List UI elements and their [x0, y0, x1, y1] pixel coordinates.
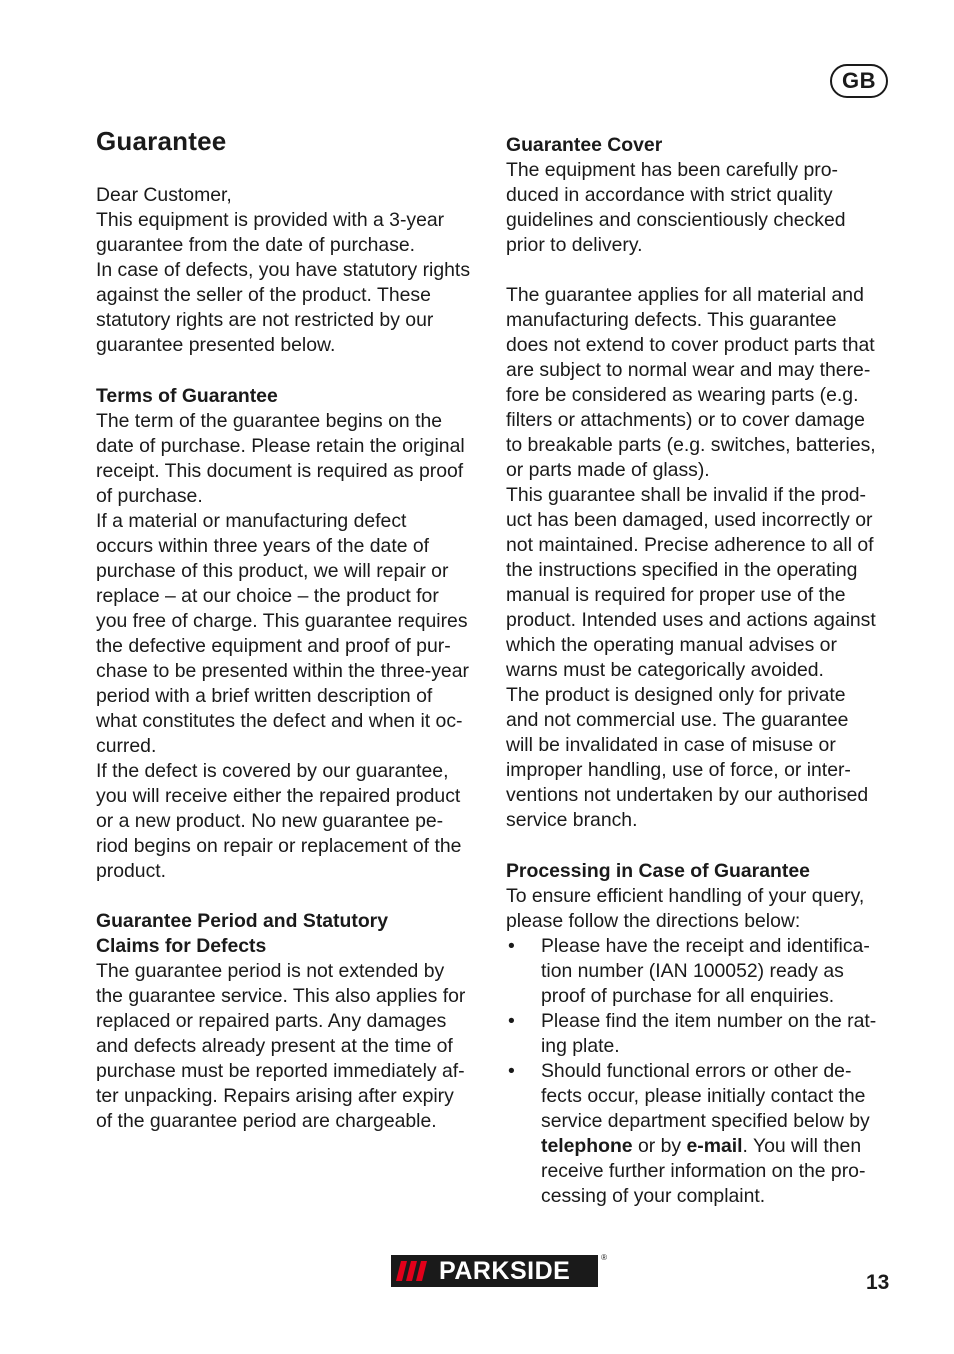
- text-line: service branch.: [506, 809, 638, 831]
- text-line: In case of defects, you have statutory rights: [96, 259, 471, 281]
- text-line: product.: [96, 860, 167, 882]
- period-heading: Guarantee Period and Statutory: [96, 910, 388, 932]
- text-line: manufacturing defects. This guarantee: [506, 309, 837, 331]
- text-line: fects occur, please initially contact the: [541, 1085, 866, 1107]
- period-section: [96, 909, 488, 1134]
- text-line: the instructions specified in the operating: [506, 559, 858, 581]
- text-line: filters or attachments) or to cover damage: [506, 409, 865, 431]
- cover-section: [506, 133, 898, 258]
- text-line: To ensure efficient handling of your query,: [506, 885, 865, 907]
- text-line: date of purchase. Please retain the original: [96, 435, 465, 457]
- text-line: guarantee presented below.: [96, 334, 336, 356]
- logo-text: PARKSIDE: [439, 1256, 571, 1285]
- text-line: The equipment has been carefully pro-: [506, 159, 838, 181]
- instructions-list: [506, 934, 898, 1209]
- text-line: or a new product. No new guarantee pe-: [96, 810, 444, 832]
- telephone-emphasis: telephone: [541, 1135, 633, 1157]
- text-line: ing plate.: [541, 1035, 620, 1057]
- text-line: occurs within three years of the date of: [96, 535, 430, 557]
- text-line: you free of charge. This guarantee requires: [96, 610, 468, 632]
- text-line: receipt. This document is required as proof: [96, 460, 464, 482]
- text-line: against the seller of the product. These: [96, 284, 431, 306]
- text-line: period with a brief written description of: [96, 685, 433, 707]
- text-line: which the operating manual advises or: [506, 634, 837, 656]
- text-line: curred.: [96, 735, 157, 757]
- text-line: the defective equipment and proof of pur-: [96, 635, 451, 657]
- text-line: purchase must be reported immediately af-: [96, 1060, 465, 1082]
- text-line: or parts made of glass).: [506, 459, 710, 481]
- email-emphasis: e-mail: [686, 1135, 743, 1157]
- text-line: you will receive either the repaired product: [96, 785, 461, 807]
- text-line: of purchase.: [96, 485, 203, 507]
- text-line: the guarantee service. This also applies for: [96, 985, 466, 1007]
- period-heading: Claims for Defects: [96, 935, 267, 957]
- text-line: tion number (IAN 100052) ready as: [541, 960, 844, 982]
- intro-paragraph: [96, 183, 488, 358]
- text-line: The guarantee period is not extended by: [96, 960, 445, 982]
- text-line: riod begins on repair or replacement of the: [96, 835, 462, 857]
- text-line: uct has been damaged, used incorrectly or: [506, 509, 873, 531]
- list-item: [506, 934, 898, 1009]
- text-line: and defects already present at the time of: [96, 1035, 453, 1057]
- text-line: cessing of your complaint.: [541, 1185, 766, 1207]
- page-title: Guarantee: [96, 126, 227, 156]
- text-line: product. Intended uses and actions against: [506, 609, 876, 631]
- parkside-logo: [391, 1253, 607, 1287]
- text-line: duced in accordance with strict quality: [506, 184, 833, 206]
- text-line: replaced or repaired parts. Any damages: [96, 1010, 447, 1032]
- text-line: guarantee from the date of purchase.: [96, 234, 416, 256]
- text-line: manual is required for proper use of the: [506, 584, 846, 606]
- cover-heading: Guarantee Cover: [506, 134, 663, 156]
- page-number: 13: [866, 1271, 890, 1294]
- text-line: This equipment is provided with a 3-year: [96, 209, 445, 231]
- terms-heading: Terms of Guarantee: [96, 385, 278, 407]
- text-line: The term of the guarantee begins on the: [96, 410, 443, 432]
- text-line: • Please find the item number on the rat-: [541, 1010, 877, 1032]
- text-line: ventions not undertaken by our authorised: [506, 784, 869, 806]
- text-line: If a material or manufacturing defect: [96, 510, 407, 532]
- text-line: please follow the directions below:: [506, 910, 801, 932]
- text-line: guidelines and conscientiously checked: [506, 209, 846, 231]
- text-line: warns must be categorically avoided.: [506, 659, 824, 681]
- text-line: • Please have the receipt and identifica-: [541, 935, 870, 957]
- text-line: improper handling, use of force, or inter-: [506, 759, 851, 781]
- text-line: [541, 1134, 898, 1159]
- terms-section: [96, 384, 488, 884]
- stripes-icon: [391, 1255, 437, 1287]
- text-line: chase to be presented within the three-year: [96, 660, 469, 682]
- language-badge: GB: [830, 64, 888, 98]
- text-line: and not commercial use. The guarantee: [506, 709, 849, 731]
- text-line: fore be considered as wearing parts (e.g.: [506, 384, 859, 406]
- text-line: statutory rights are not restricted by our: [96, 309, 434, 331]
- text-line: prior to delivery.: [506, 234, 643, 256]
- text-fragment: or by: [632, 1135, 687, 1157]
- text-line: This guarantee shall be invalid if the prod-: [506, 484, 867, 506]
- text-line: • Should functional errors or other de-: [541, 1060, 852, 1082]
- text-line: ter unpacking. Repairs arising after expiry: [96, 1085, 454, 1107]
- text-line: service department specified below by: [541, 1110, 870, 1132]
- list-item: [506, 1009, 898, 1059]
- text-line: proof of purchase for all enquiries.: [541, 985, 835, 1007]
- text-line: will be invalidated in case of misuse or: [506, 734, 836, 756]
- text-line: what constitutes the defect and when it oc-: [96, 710, 463, 732]
- text-line: If the defect is covered by our guarantee,: [96, 760, 449, 782]
- text-line: purchase of this product, we will repair or: [96, 560, 449, 582]
- text-line: The product is designed only for private: [506, 684, 846, 706]
- list-item: [506, 1059, 898, 1209]
- text-line: The guarantee applies for all material and: [506, 284, 864, 306]
- text-line: are subject to normal wear and may there-: [506, 359, 871, 381]
- processing-heading: Processing in Case of Guarantee: [506, 860, 810, 882]
- cover-details: [506, 283, 898, 833]
- text-line: of the guarantee period are chargeable.: [96, 1110, 437, 1132]
- registered-mark: ®: [601, 1253, 607, 1262]
- processing-section: [506, 859, 898, 1209]
- text-fragment: . You will then: [742, 1135, 862, 1157]
- text-line: to breakable parts (e.g. switches, batteries,: [506, 434, 876, 456]
- text-line: not maintained. Precise adherence to all of: [506, 534, 874, 556]
- text-line: replace – at our choice – the product for: [96, 585, 439, 607]
- text-line: Dear Customer,: [96, 184, 232, 206]
- text-line: does not extend to cover product parts that: [506, 334, 875, 356]
- text-line: receive further information on the pro-: [541, 1160, 866, 1182]
